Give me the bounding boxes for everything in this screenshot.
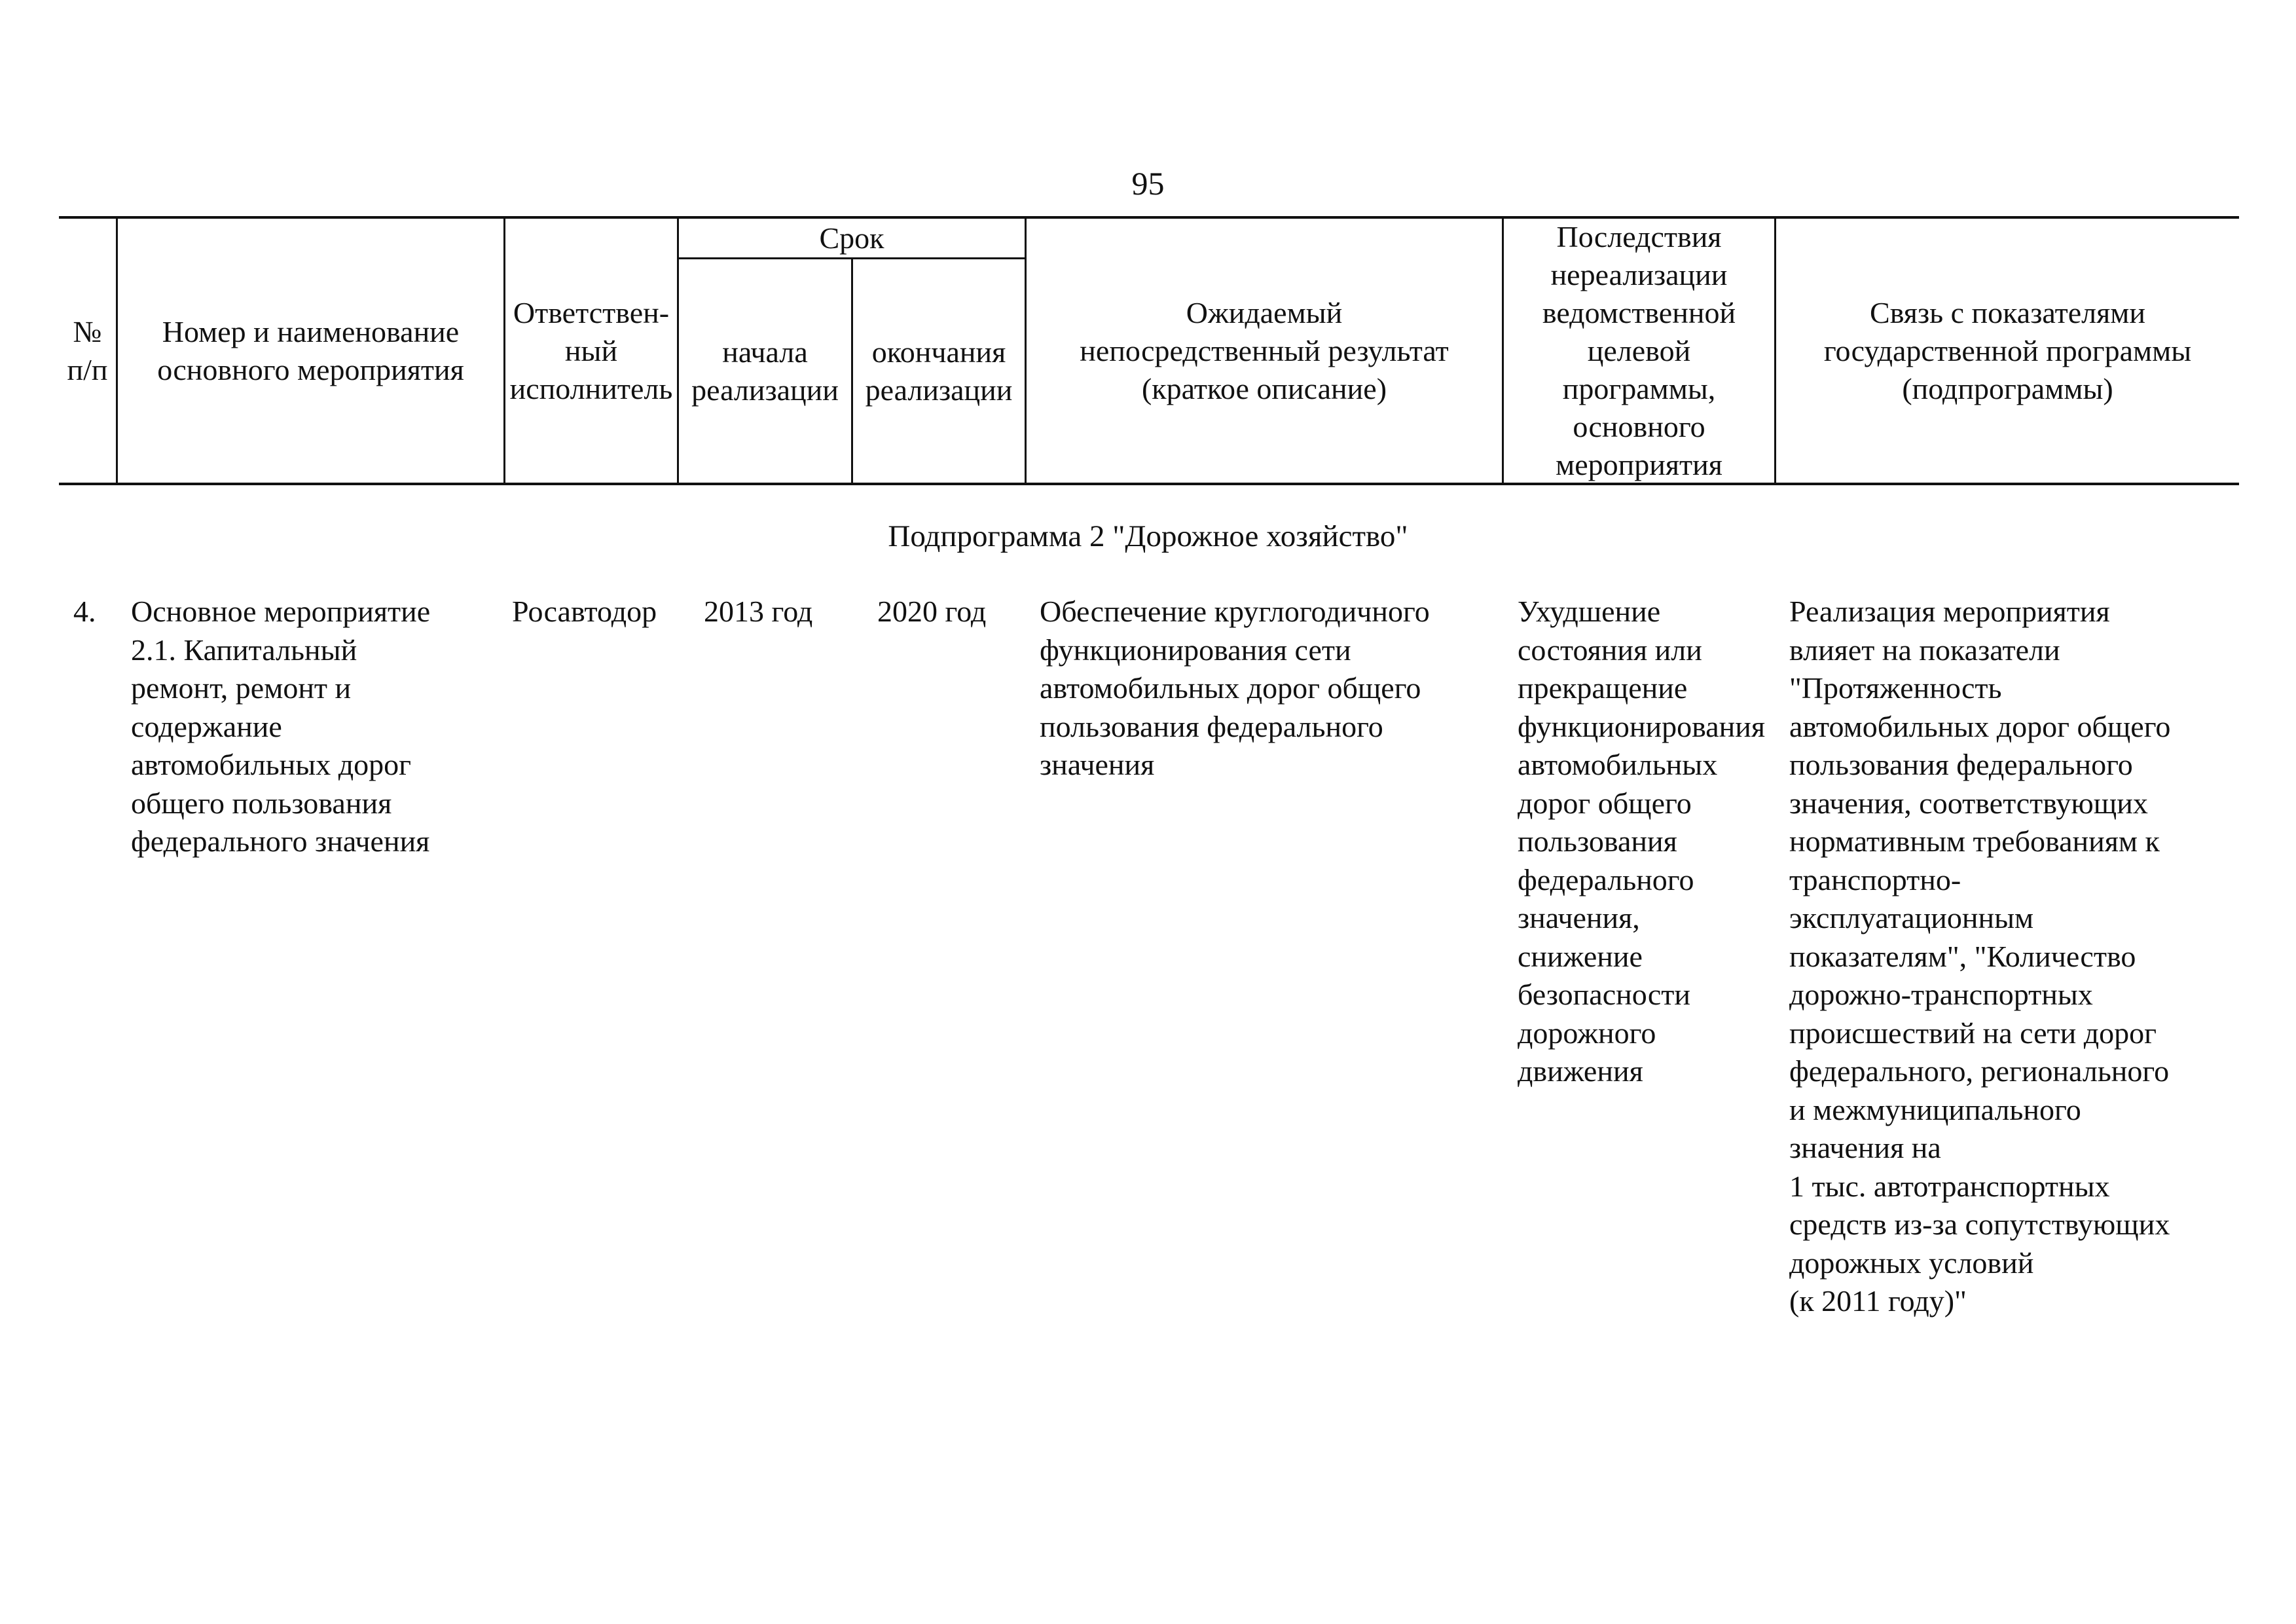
row-consequences: Ухудшение состояния или прекращение функционирования автомобильных дорог общего пользования федерального значения, снижение безопасности дорожного движения [1518, 595, 1766, 1088]
header-link: Связь с показателями государственной программы (подпрограммы) [1823, 295, 2192, 405]
row-end: 2020 год [877, 595, 987, 628]
header-expected-result: Ожидаемый непосредственный результат (краткое описание) [1080, 295, 1449, 405]
row-start: 2013 год [704, 595, 813, 628]
row-expected-result: Обеспечение круглогодичного функционирования сети автомобильных дорог общего пользования федерального значения [1040, 595, 1430, 781]
header-bottom-rule [59, 483, 2239, 485]
header-consequences: Последствия нереализации ведомственной целевой программы, основного мероприятия [1542, 219, 1736, 481]
row-link: Реализация мероприятия влияет на показатели "Протяженность автомобильных дорог общего пользования федерального значения, соответствующих нормативным требованиям к транспортно- эксплуатационным показателям", "Количество дорожно-транспортных происшествий на сети дорог федерального, регионального и межмуниципального значения на 1 тыс. автотранспортных средств из-за сопутствующих дорожных условий (к 2011 году)" [1789, 595, 2171, 1318]
row-name: Основное мероприятие 2.1. Капитальный ремонт, ремонт и содержание автомобильных дорог общего пользования федерального значения [131, 595, 431, 858]
header-term: Срок [819, 221, 884, 255]
header-term-end: окончания реализации [865, 335, 1013, 407]
row-responsible: Росавтодор [512, 595, 657, 628]
page-number: 95 [1131, 165, 1165, 202]
header-term-start: начала реализации [691, 335, 839, 407]
row-num: 4. [73, 595, 96, 628]
header-num: № п/п [67, 314, 108, 386]
header-responsible: Ответствен- ный исполнитель [509, 295, 673, 405]
subprogram-title: Подпрограмма 2 "Дорожное хозяйство" [888, 519, 1408, 553]
header-name: Номер и наименование основного мероприятия [157, 314, 464, 386]
